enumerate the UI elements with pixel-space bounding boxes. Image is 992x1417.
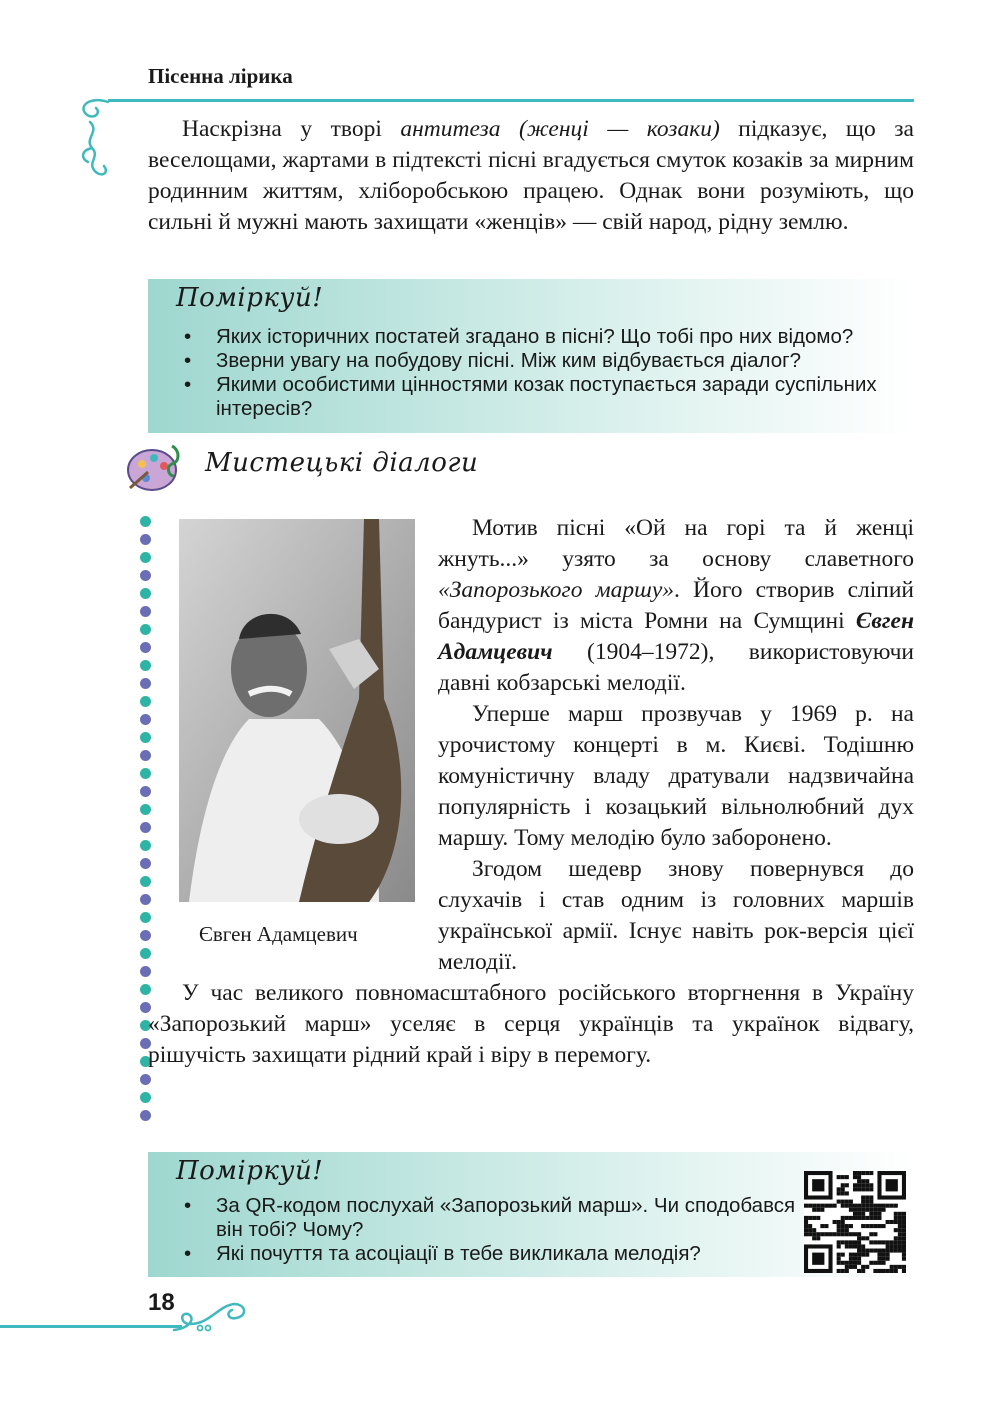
think-question-list (176, 325, 914, 421)
header-divider (108, 99, 914, 102)
art-p1-text-b: . Його створив сліпий бандурист із міста Ромни на Сумщині (438, 577, 914, 634)
question-item: • Зверни увагу на побудову пісні. Між ким відбувається діалог? (176, 349, 914, 373)
art-paragraph-4: У час великого повномасштабного російського вторгнення в Україну «Запорозький марш» уселяє в серця українців та українок відвагу, рішучість захищати рідний край і віру в перемогу. (148, 980, 914, 1068)
question-item: • Яких історичних постатей згадано в пісні? Що тобі про них відомо? (176, 325, 914, 349)
question-item: • За QR-кодом послухай «Запорозький марш». Чи сподобався він тобі? Чому? (176, 1194, 796, 1242)
question-item: • Якими особистими цінностями козак поступається заради суспільних інтересів? (176, 373, 914, 421)
think-box-2 (148, 1152, 914, 1277)
think-box-title: Поміркуй! (176, 1156, 324, 1186)
art-p1-text-a: Мотив пісні «Ой на горі та й женці жнуть...» узято за основу славетного (438, 515, 914, 572)
intro-text-a: Наскрізна у творі (182, 116, 401, 142)
intro-text-b: підказує, що за веселощами, жартами в підтексті пісні вгадується смуток козаків за мирним родинним життям, хліборобською працею. Однак вони розуміють, що сильні й мужні мають захищати «женців» — свій народ, рідну землю. (148, 116, 914, 235)
intro-paragraph (148, 114, 914, 238)
art-dialogs-text (148, 513, 914, 1071)
question-item: • Які почуття та асоціації в тебе викликала мелодія? (176, 1242, 796, 1266)
art-dialogs-title: Мистецькі діалоги (205, 448, 479, 478)
qr-code[interactable] (804, 1171, 906, 1273)
section-title: Пісенна лірика (148, 64, 293, 88)
photo-caption: Євген Адамцевич (199, 922, 358, 946)
margin-dot (140, 1074, 151, 1085)
photo-spacer (148, 513, 438, 963)
art-paragraph-3: Згодом шедевр знову повернувся до слухачів і став одним із головних маршів української армії. Існує навіть рок-версія цієї мелодії. (438, 856, 914, 975)
margin-dot (140, 1092, 151, 1103)
art-p1-text-c: (1904–1972), використовуючи давні кобзарські мелодії. (438, 639, 914, 696)
swirl-ornament-icon (70, 92, 120, 192)
margin-dot (140, 1110, 151, 1121)
think-box-1 (148, 279, 914, 433)
footer-divider (0, 1325, 182, 1328)
page-number: 18 (148, 1289, 175, 1316)
march-title: «Запорозького маршу» (438, 577, 674, 603)
swirl-ornament-icon (170, 1298, 250, 1338)
think-box-title: Поміркуй! (176, 283, 324, 313)
palette-music-icon (124, 442, 186, 494)
think-question-list (176, 1194, 796, 1266)
composer-name: Євген Адамцевич (438, 608, 914, 665)
intro-emphasis: антитеза (женці — козаки) (400, 116, 720, 142)
art-paragraph-2: Уперше марш прозвучав у 1969 р. на урочистому концерті в м. Києві. Тодішню комуністичну владу дратували надзвичайна популярність і козацький вільнолюбний дух маршу. Тому мелодію було заборонено. (438, 701, 914, 851)
